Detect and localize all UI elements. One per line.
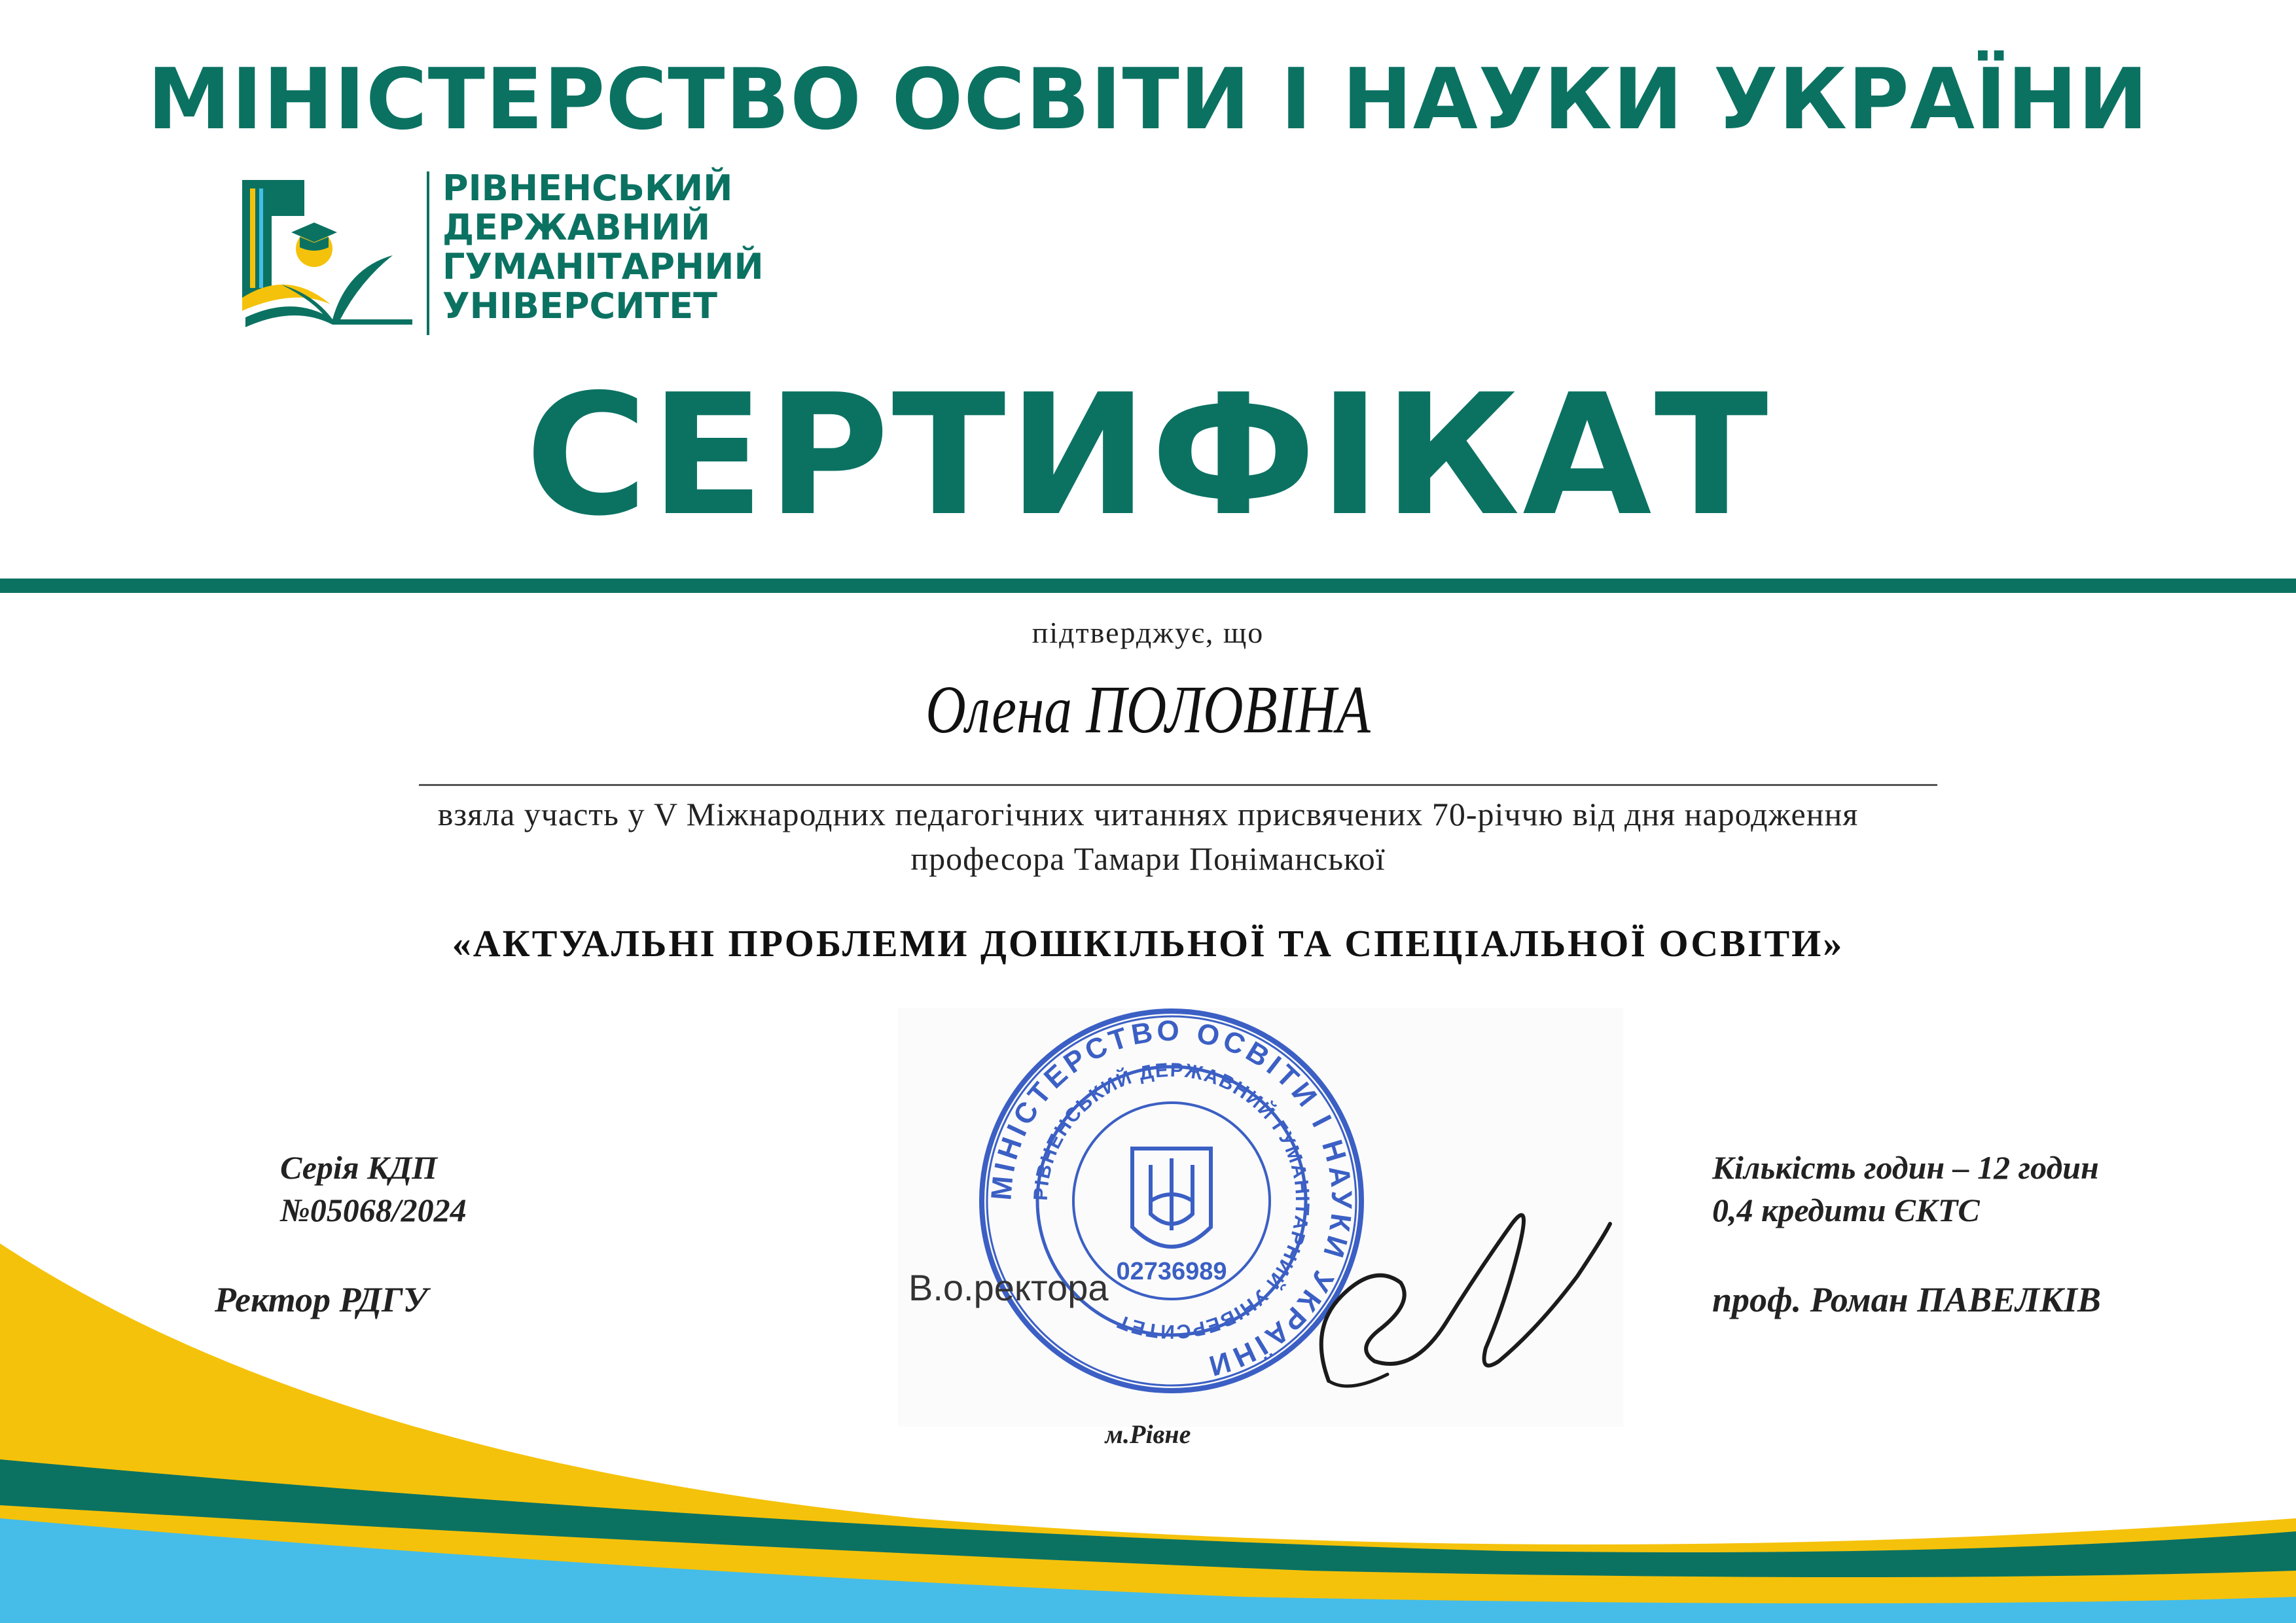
- university-name: [442, 169, 764, 326]
- logo-divider: [427, 171, 429, 335]
- rector-label: Ректор РДГУ: [215, 1280, 428, 1319]
- series-number: №05068/2024: [280, 1192, 467, 1228]
- university-logo-icon: [216, 170, 419, 340]
- series-label: Серія КДП: [280, 1149, 437, 1186]
- participation-line: професора Тамари Поніманської: [910, 840, 1386, 877]
- university-name-line: ГУМАНІТАРНИЙ: [442, 246, 764, 287]
- trident-icon: [1132, 1149, 1211, 1247]
- credits-text: 0,4 кредити ЄКТС: [1712, 1192, 1980, 1228]
- hours-text: Кількість годин – 12 годин: [1712, 1149, 2099, 1186]
- header-divider: [0, 579, 2296, 593]
- recipient-underline: [419, 784, 1937, 786]
- stamp-inner-text: РІВНЕНСЬКИЙ ДЕРЖАВНИЙ ГУМАНІТАРНИЙ УНІВЕРСИТЕТ: [1030, 1059, 1314, 1343]
- stamp-outer-text: МІНІСТЕРСТВО ОСВІТИ І НАУКИ УКРАЇНИ: [985, 1014, 1358, 1383]
- certificate-title: СЕРТИФІКАТ: [525, 359, 1771, 553]
- university-name-line: ДЕРЖАВНИЙ: [442, 207, 711, 248]
- signer-name: проф. Роман ПАВЕЛКІВ: [1712, 1280, 2101, 1319]
- participation-line: взяла участь у V Міжнародних педагогічних читаннях присвячених 70-річчю від дня народження: [437, 796, 1859, 832]
- stamp-code: 02736989: [1116, 1258, 1227, 1285]
- confirms-text: підтверджує, що: [1031, 616, 1265, 649]
- university-name-line: УНІВЕРСИТЕТ: [442, 285, 717, 327]
- university-name-line: РІВНЕНСЬКИЙ: [442, 168, 733, 209]
- participation-text: [0, 792, 2296, 881]
- acting-rector-label: В.о.ректора: [908, 1267, 1109, 1308]
- recipient-name: Олена ПОЛОВІНА: [925, 672, 1371, 747]
- rector-signature: [1302, 1198, 1643, 1414]
- ministry-title: МІНІСТЕРСТВО ОСВІТИ І НАУКИ УКРАЇНИ: [147, 51, 2149, 149]
- city-text: м.Рівне: [1105, 1419, 1191, 1449]
- event-topic: «АКТУАЛЬНІ ПРОБЛЕМИ ДОШКІЛЬНОЇ ТА СПЕЦІАЛЬНОЇ ОСВІТИ»: [452, 922, 1844, 965]
